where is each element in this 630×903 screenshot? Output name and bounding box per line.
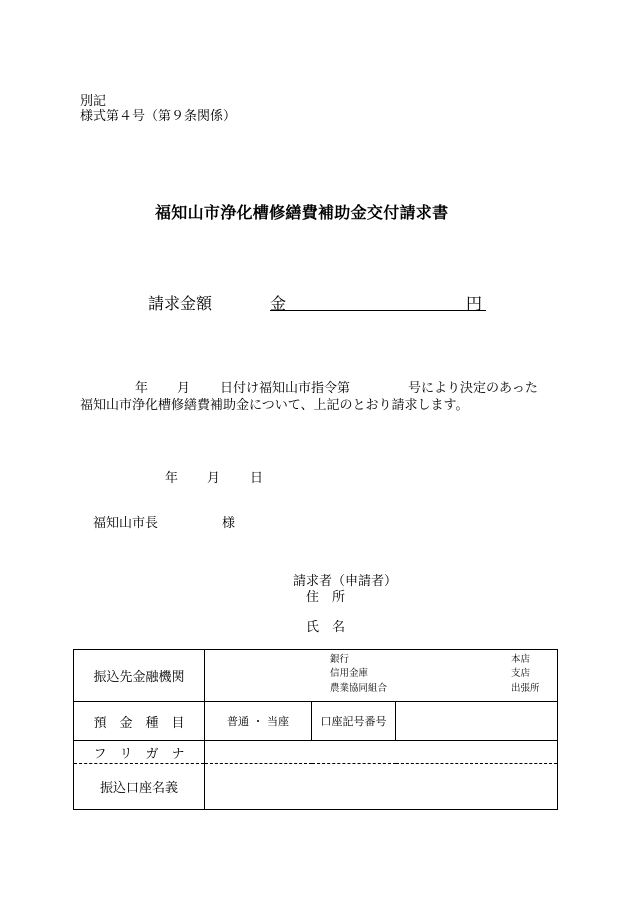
bank-input-cell[interactable]	[205, 650, 558, 702]
amount-prefix: 金	[270, 294, 287, 313]
branch-type-office: 出張所	[511, 683, 540, 694]
branch-type-branch: 支店	[511, 668, 531, 679]
date-month: 月	[207, 471, 221, 486]
bank-row	[74, 650, 558, 702]
bank-type-shinkin: 信用金庫	[330, 668, 369, 679]
annex-label: 別記	[80, 94, 107, 109]
address-label: 住 所	[306, 590, 346, 605]
body-line2: 福知山市浄化槽修繕費補助金について、上記のとおり請求します。	[80, 398, 469, 413]
form-number: 様式第４号（第９条関係）	[80, 109, 237, 124]
date-day: 日	[250, 471, 264, 486]
amount-label: 請求金額	[148, 294, 213, 313]
body-number-text: 号により決定のあった	[408, 381, 538, 396]
date-year: 年	[165, 471, 179, 486]
amount-suffix: 円	[466, 294, 483, 313]
account-name-label: 振込口座名義	[74, 764, 205, 810]
account-number-label: 口座記号番号	[312, 702, 396, 741]
addressee-honorific: 様	[222, 516, 236, 531]
account-name-input[interactable]	[205, 764, 558, 810]
bank-type-bank: 銀行	[330, 654, 350, 665]
body-month: 月	[177, 381, 191, 396]
account-name-row	[74, 764, 558, 810]
requester-title: 請求者（申請者）	[293, 574, 398, 589]
document-title: 福知山市浄化槽修繕費補助金交付請求書	[155, 203, 449, 222]
bank-label: 振込先金融機関	[74, 650, 205, 702]
deposit-row	[74, 702, 558, 741]
deposit-type-options[interactable]: 普通 ・ 当座	[205, 702, 312, 741]
addressee-name: 福知山市長	[93, 516, 159, 531]
body-date-text: 日付け福知山市指令第	[220, 381, 351, 396]
body-year: 年	[135, 381, 149, 396]
furigana-input[interactable]	[205, 741, 558, 764]
amount-field-underline[interactable]	[270, 310, 486, 311]
branch-type-head: 本店	[511, 654, 531, 665]
account-number-input[interactable]	[396, 702, 558, 741]
furigana-row	[74, 741, 558, 764]
name-label: 氏 名	[306, 620, 346, 635]
furigana-label: フ リ ガ ナ	[74, 741, 205, 764]
bank-type-nokyo: 農業協同組合	[330, 683, 388, 694]
deposit-type-label: 預 金 種 目	[74, 702, 205, 741]
bank-transfer-table	[73, 649, 558, 810]
